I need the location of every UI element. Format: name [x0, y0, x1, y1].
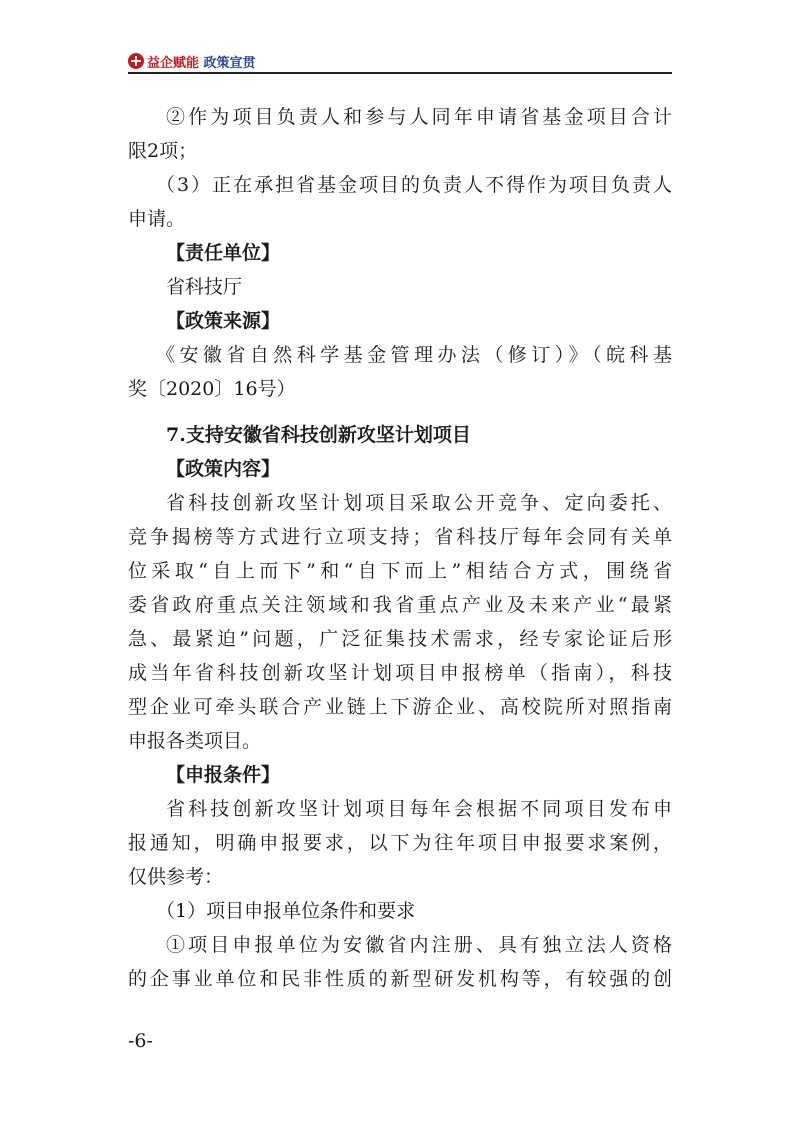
- logo-text-blue: 政策宣贯: [203, 55, 256, 71]
- text-line: 竞争揭榜等方式进行立项支持；省科技厅每年会同有关单: [128, 526, 672, 548]
- section-heading: 【申报条件】: [166, 764, 281, 786]
- document-body: [128, 100, 672, 996]
- spacer: [128, 406, 672, 418]
- text-line: 申报各类项目。: [128, 730, 262, 752]
- text-line: 省科技厅: [166, 276, 243, 298]
- item-title: 7.支持安徽省科技创新攻坚计划项目: [166, 424, 471, 446]
- text-line: 报通知，明确申报要求，以下为往年项目申报要求案例，: [128, 832, 672, 854]
- text-line: 型企业可牵头联合产业链上下游企业、高校院所对照指南: [128, 696, 672, 718]
- page-number: -6-: [128, 1030, 153, 1052]
- logo-text-red: 益企赋能: [147, 55, 200, 71]
- text-line: 限2项；: [128, 140, 198, 162]
- text-line: 省科技创新攻坚计划项目采取公开竞争、定向委托、: [166, 492, 672, 514]
- section-heading: 【政策来源】: [166, 310, 281, 332]
- logo-emblem-icon: [128, 53, 144, 69]
- text-line: 委省政府重点关注领域和我省重点产业及未来产业“最紧: [128, 594, 672, 616]
- text-line: 奖〔2020〕16号）: [128, 378, 296, 400]
- text-line: （3）正在承担省基金项目的负责人不得作为项目负责人: [156, 174, 672, 196]
- text-line: ①项目申报单位为安徽省内注册、具有独立法人资格: [166, 934, 672, 956]
- section-heading: 【政策内容】: [166, 458, 281, 480]
- page-header: [128, 52, 672, 74]
- text-line: ②作为项目负责人和参与人同年申请省基金项目合计: [166, 106, 672, 128]
- text-line: 急、最紧迫”问题，广泛征集技术需求，经专家论证后形: [128, 628, 672, 650]
- brand-logo: [128, 52, 256, 70]
- text-line: 仅供参考：: [128, 866, 224, 888]
- header-divider: [128, 72, 672, 74]
- text-line: 《安徽省自然科学基金管理办法（修订）》（皖科基: [156, 344, 672, 366]
- text-line: 位采取“自上而下”和“自下而上”相结合方式，围绕省: [128, 560, 672, 582]
- logo-text: [147, 52, 256, 71]
- text-line: 成当年省科技创新攻坚计划项目申报榜单（指南），科技: [128, 662, 672, 684]
- text-line: 申请。: [128, 208, 186, 230]
- text-line: 的企事业单位和民非性质的新型研发机构等，有较强的创: [128, 968, 672, 990]
- text-line: 省科技创新攻坚计划项目每年会根据不同项目发布申: [166, 798, 672, 820]
- section-heading: 【责任单位】: [166, 242, 281, 264]
- text-line: （1）项目申报单位条件和要求: [156, 900, 416, 922]
